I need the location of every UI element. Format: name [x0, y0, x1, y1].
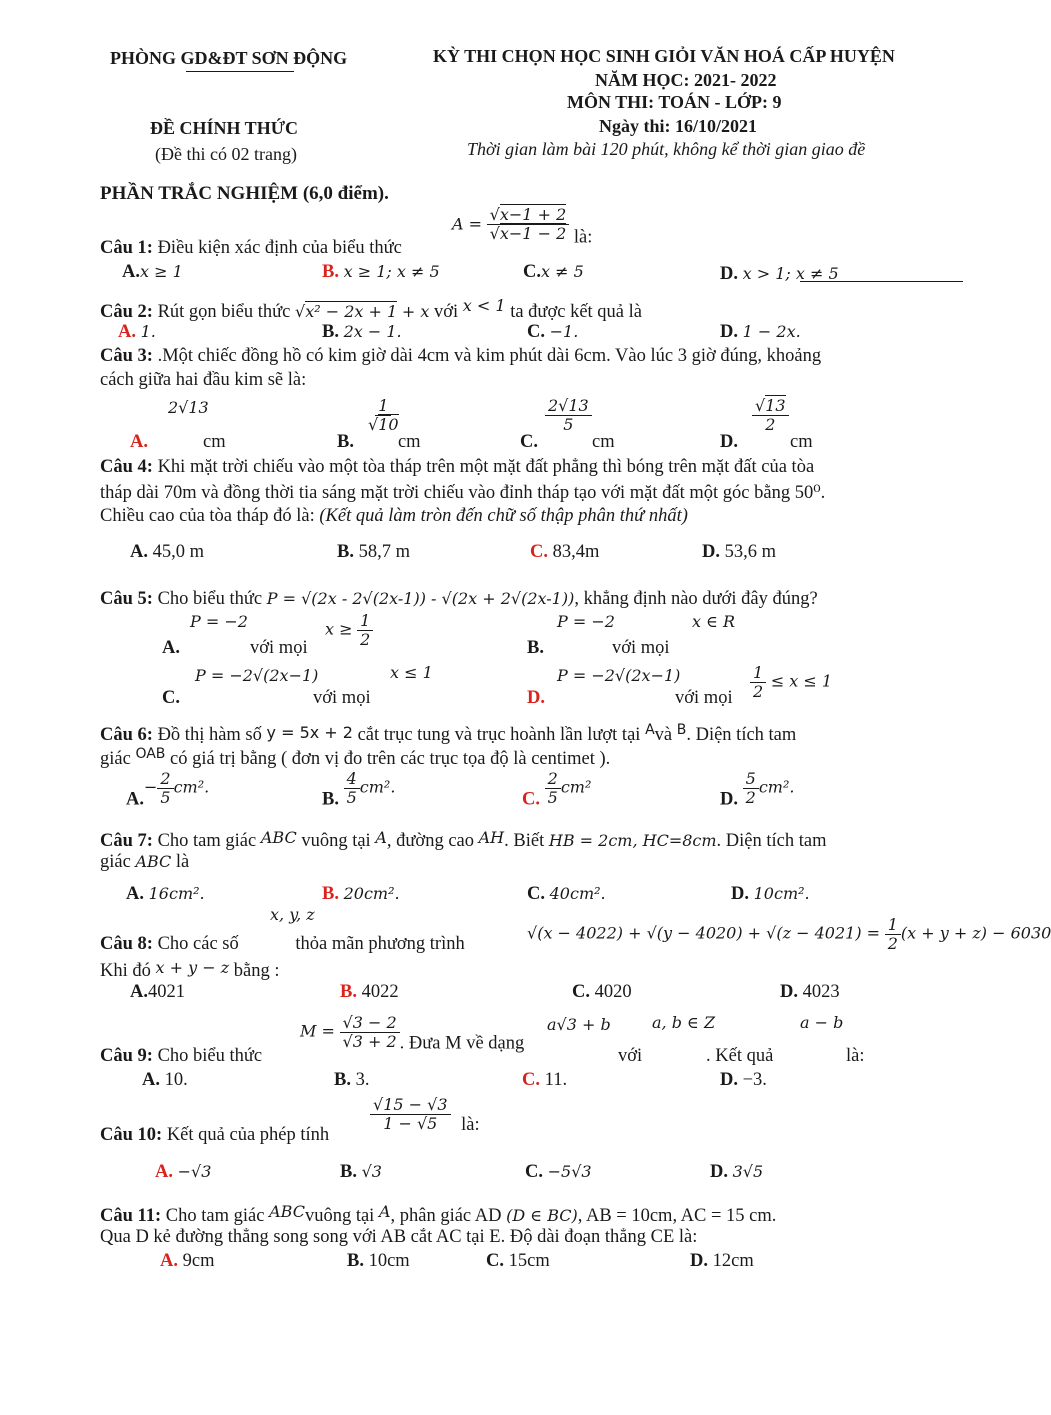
question-8-line2: Khi đó x + y − z bằng : — [100, 958, 280, 981]
q8-option-d[interactable]: D. 4023 — [780, 982, 840, 1002]
q8-option-c[interactable]: C. 4020 — [572, 982, 632, 1002]
q6-option-a[interactable]: A.− $\frac{2}{5}$ cm². — [126, 769, 210, 810]
school-year: NĂM HỌC: 2021- 2022 — [595, 70, 777, 90]
q9-option-d[interactable]: D. −3. — [720, 1070, 767, 1090]
q9-ab: a, b ∈ Z — [652, 1013, 716, 1032]
q11-option-a[interactable]: A. 9cm — [160, 1251, 215, 1271]
subject: MÔN THI: TOÁN - LỚP: 9 — [567, 92, 782, 112]
q1-option-b[interactable]: B. x ≥ 1; x ≠ 5 — [322, 262, 440, 282]
q3-a-value: 2√13 — [168, 398, 209, 417]
q6-option-d[interactable]: D. $\frac{5}{2}$ cm². — [720, 769, 795, 810]
question-9: Câu 9: Cho biểu thức — [100, 1046, 263, 1066]
q9-with: với — [618, 1046, 643, 1066]
q5-option-d[interactable]: D. với mọi — [527, 688, 733, 708]
q3-d-fraction: $\frac{√13}{2}$ — [752, 397, 789, 433]
q4-option-a[interactable]: A. 45,0 m — [130, 542, 205, 562]
section-title: PHẦN TRẮC NGHIỆM (6,0 điểm). — [100, 183, 389, 204]
question-8: Câu 8: Cho các số thỏa mãn phương trình — [100, 934, 465, 954]
q8-vars: x, y, z — [270, 905, 315, 924]
q5-d-cond: $\frac{1}{2}$ ≤ x ≤ 1 — [750, 664, 832, 700]
q9-result: . Kết quả — [706, 1046, 774, 1066]
q2-option-b[interactable]: B. 2x − 1. — [322, 322, 402, 342]
question-6: Câu 6: Đồ thị hàm số y = 5x + 2 cắt trục tung và trục hoành lần lượt tại $^A$và $^B$. Diện tích tam — [100, 722, 797, 745]
question-7: Câu 7: Cho tam giác ABC vuông tại A, đường cao AH. Biết HB = 2cm, HC=8cm. Diện tích tam — [100, 828, 827, 851]
q5-option-b[interactable]: B. với mọi — [527, 638, 670, 658]
question-11: Câu 11: Cho tam giác ABCvuông tại A, phân giác AD (D ∈ BC), AB = 10cm, AC = 15 cm. — [100, 1202, 777, 1226]
q3-option-b[interactable]: B. cm — [337, 432, 421, 452]
q2-option-d[interactable]: D. 1 − 2x. — [720, 322, 801, 342]
q5-a-cond: x ≥ $\frac{1}{2}$ — [325, 612, 373, 648]
q4-option-b[interactable]: B. 58,7 m — [337, 542, 410, 562]
q5-a-value: P = −2 — [190, 612, 248, 631]
q10-fraction: $\frac{√15 - √3}{1 - √5}$ là: — [370, 1096, 480, 1136]
question-2: Câu 2: Rút gọn biểu thức √x² − 2x + 1 + x với x < 1 ta được kết quả là — [100, 296, 642, 322]
q9-expression: M = $\frac{√3 - 2}{√3 + 2}$ . Đưa M về dạng — [300, 1013, 525, 1054]
question-4: Câu 4: Khi mặt trời chiếu vào một tòa tháp trên một mặt đất phẳng thì bóng trên mặt đất của tòa — [100, 457, 815, 477]
q8-equation: √(x − 4022) + √(y − 4020) + √(z − 4021) = $\frac{1}{2}$ (x + y + z) − 6030 — [527, 915, 1051, 953]
q8-option-b[interactable]: B. 4022 — [340, 982, 399, 1002]
question-7-line2: giác ABC là — [100, 852, 190, 872]
q6-option-c[interactable]: C. $\frac{2}{5}$ cm² — [522, 769, 592, 810]
q1-underline — [800, 281, 963, 282]
q9-option-b[interactable]: B. 3. — [334, 1070, 370, 1090]
q3-option-a[interactable]: A. cm — [130, 432, 226, 452]
exam-title: KỲ THI CHỌN HỌC SINH GIỎI VĂN HOÁ CẤP HUYỆN — [433, 46, 895, 66]
question-10: Câu 10: Kết quả của phép tính — [100, 1125, 330, 1145]
q2-option-c[interactable]: C. −1. — [527, 322, 579, 342]
page-count: (Đề thi có 02 trang) — [155, 144, 297, 164]
q11-option-c[interactable]: C. 15cm — [486, 1251, 550, 1271]
q11-option-b[interactable]: B. 10cm — [347, 1251, 410, 1271]
q1-option-d[interactable]: D. x > 1; x ≠ 5 — [720, 264, 839, 284]
q9-option-c[interactable]: C. 11. — [522, 1070, 568, 1090]
q1-option-a[interactable]: A.x ≥ 1 — [122, 262, 183, 282]
q9-is: là: — [846, 1046, 865, 1066]
exam-date: Ngày thi: 16/10/2021 — [599, 116, 758, 136]
question-4-line2: tháp dài 70m và đồng thời tia sáng mặt trời chiếu vào đỉnh tháp tạo với mặt đất một góc bằng 50⁰. — [100, 483, 826, 503]
q2-option-a[interactable]: A. 1. — [118, 322, 156, 342]
question-5: Câu 5: Cho biểu thức P = √(2x - 2√(2x-1)) - √(2x + 2√(2x-1)), khẳng định nào dưới đây đúng? — [100, 589, 818, 609]
question-11-line2: Qua D kẻ đường thẳng song song với AB cắt AC tại E. Độ dài đoạn thẳng CE là: — [100, 1227, 698, 1247]
q4-option-c[interactable]: C. 83,4m — [530, 542, 600, 562]
q3-c-fraction: $\frac{2√13}{5}$ — [545, 397, 592, 433]
q10-option-a[interactable]: A. −√3 — [155, 1162, 212, 1182]
exam-duration: Thời gian làm bài 120 phút, không kể thời gian giao đề — [467, 139, 866, 159]
question-4-line3: Chiều cao của tòa tháp đó là: (Kết quả làm tròn đến chữ số thập phân thứ nhất) — [100, 506, 688, 526]
question-6-line2: giác $^{OAB}$ có giá trị bằng ( đơn vị đo trên các trục tọa độ là centimet ). — [100, 746, 611, 769]
q9-amb: a − b — [800, 1013, 844, 1032]
q1-expression: A = $\frac{√x-1 + 2}{√x-1 - 2}$ là: — [452, 205, 593, 248]
q7-option-b[interactable]: B. 20cm². — [322, 884, 400, 904]
q3-option-c[interactable]: C. cm — [520, 432, 615, 452]
question-1: Câu 1: Điều kiện xác định của biểu thức — [100, 238, 402, 258]
q7-option-c[interactable]: C. 40cm². — [527, 884, 606, 904]
q5-d-value: P = −2√(2x−1) — [557, 666, 681, 685]
q4-option-d[interactable]: D. 53,6 m — [702, 542, 777, 562]
q3-b-fraction: $\frac{1}{√10}$ — [368, 396, 399, 434]
official-label: ĐỀ CHÍNH THỨC — [150, 118, 299, 138]
q10-option-d[interactable]: D. 3√5 — [710, 1162, 764, 1182]
q9-option-a[interactable]: A. 10. — [142, 1070, 188, 1090]
dept-underline — [186, 71, 294, 72]
q5-c-value: P = −2√(2x−1) — [195, 666, 319, 685]
q10-option-b[interactable]: B. √3 — [340, 1162, 382, 1182]
q1-option-c[interactable]: C.x ≠ 5 — [523, 262, 584, 282]
q5-option-a[interactable]: A. với mọi — [162, 638, 308, 658]
question-3-line2: cách giữa hai đầu kim sẽ là: — [100, 370, 307, 390]
q8-option-a[interactable]: A.4021 — [130, 982, 185, 1002]
q10-option-c[interactable]: C. −5√3 — [525, 1162, 592, 1182]
q5-b-cond: x ∈ R — [692, 612, 736, 631]
department-name: PHÒNG GD&ĐT SƠN ĐỘNG — [110, 48, 348, 68]
q6-option-b[interactable]: B. $\frac{4}{5}$ cm². — [322, 769, 396, 810]
q11-option-d[interactable]: D. 12cm — [690, 1251, 754, 1271]
q7-option-a[interactable]: A. 16cm². — [126, 884, 205, 904]
q5-b-value: P = −2 — [557, 612, 615, 631]
q9-form: a√3 + b — [547, 1015, 611, 1034]
q7-option-d[interactable]: D. 10cm². — [731, 884, 810, 904]
question-3: Câu 3: .Một chiếc đồng hồ có kim giờ dài 4cm và kim phút dài 6cm. Vào lúc 3 giờ đúng, khoảng — [100, 346, 822, 366]
q5-option-c[interactable]: C. với mọi — [162, 688, 371, 708]
q3-option-d[interactable]: D. cm — [720, 432, 813, 452]
q5-c-cond: x ≤ 1 — [390, 663, 433, 682]
